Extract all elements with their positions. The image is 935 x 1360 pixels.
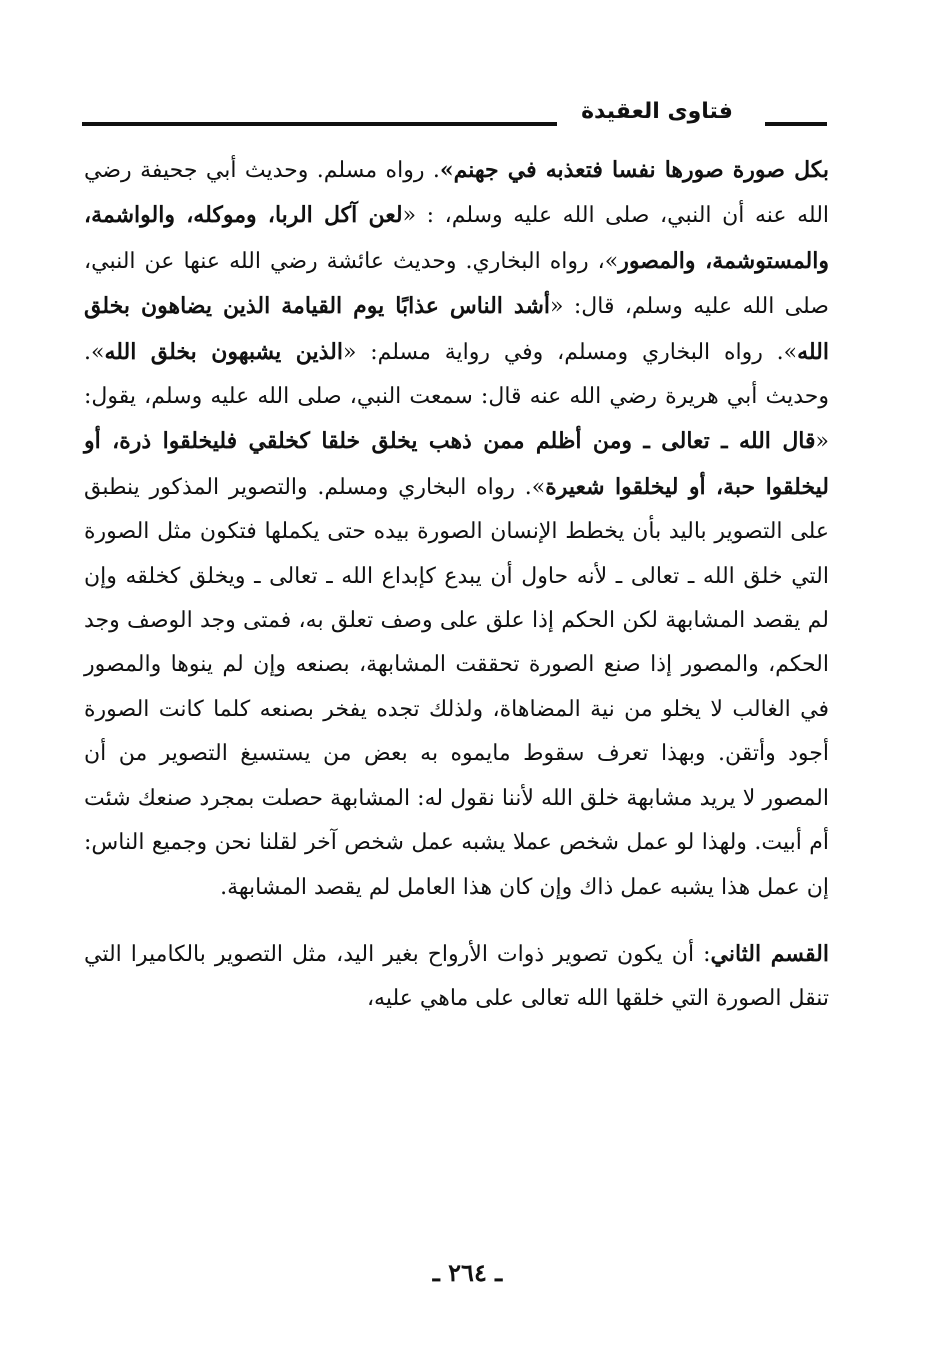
- text-run: أشد الناس عذابًا يوم القيامة الذين يضاهون بخلق الله: [84, 293, 829, 365]
- running-header: [82, 95, 827, 135]
- text-run: »، رواه البخاري. وحديث عائشة رضي الله عنها عن النبي، صلى الله عليه وسلم، قال: «: [84, 248, 829, 320]
- page-number: ـ ٢٦٤ ـ: [432, 1258, 503, 1287]
- text-run: . رواه مسلم. وحديث أبي جحيفة رضي الله عنه أن النبي، صلى الله عليه وسلم، : «: [84, 158, 830, 229]
- header-rule-long: [82, 122, 557, 126]
- text-run: ». رواه البخاري ومسلم، وفي رواية مسلم: «: [342, 339, 798, 365]
- text-run: ». رواه البخاري ومسلم. والتصوير المذكور ينطبق على التصوير باليد بأن يخطط الإنسان الصورة بيده حتى يكملها فتكون مثل الصورة التي خلق الله ـ تعالى ـ لأنه حاول أن يبدع كإبداع الله ـ تعالى ـ ويخلق كخلقه وإن لم يقصد المشابهة لكن الحكم إذا علق على وصف تعلق به، فمتى وجد الوصف وجد الحكم، والمصور إذا صنع الصورة تحققت المشابهة، بصنعه وإن لم ينوها والمصور في الغالب لا يخلو من نية المضاهاة، ولذلك تجده يفخر بصنعه كلما كانت الصورة أجود وأتقن. وبهذا تعرف سقوط مايموه به بعض من يستسيغ التصوير من أن المصور لا يريد مشابهة خلق الله لأننا نقول له: المشابهة حصلت بمجرد صنعك شئت أم أبيت. ولهذا لو عمل شخص عملا يشبه عمل شخص آخر لقلنا نحن وجميع الناس: إن عمل هذا يشبه عمل ذاك وإن كان هذا العامل لم يقصد المشابهة.: [84, 474, 829, 900]
- text-run: : أن يكون تصوير ذوات الأرواح بغير اليد، مثل التصوير بالكاميرا التي تنقل الصورة التي خلقها الله تعالى على ماهي عليه،: [84, 941, 829, 1012]
- text-run: لعن آكل الربا، وموكله، والواشمة، والمستوشمة، والمصور: [84, 202, 829, 274]
- body-text: [84, 148, 829, 1022]
- paragraph-1: [84, 148, 829, 910]
- section-heading: القسم الثاني: [710, 940, 829, 967]
- text-run: الذين يشبهون بخلق الله: [104, 338, 343, 365]
- text-run: قال الله ـ تعالى ـ ومن أظلم ممن ذهب يخلق خلقا كخلقي فليخلقوا ذرة، أو ليخلقوا حبة، أو ليخلقوا شعيرة: [84, 428, 830, 500]
- paragraph-2: [84, 932, 829, 1022]
- text-run: بكل صورة صورها نفسا فتعذبه في جهنم»: [439, 157, 829, 183]
- text-run: ». وحديث أبي هريرة رضي الله عنه قال: سمعت النبي، صلى الله عليه وسلم، يقول: «: [84, 339, 829, 455]
- running-header-title: فتاوى العقيدة: [581, 99, 733, 124]
- header-rule-short: [765, 122, 827, 126]
